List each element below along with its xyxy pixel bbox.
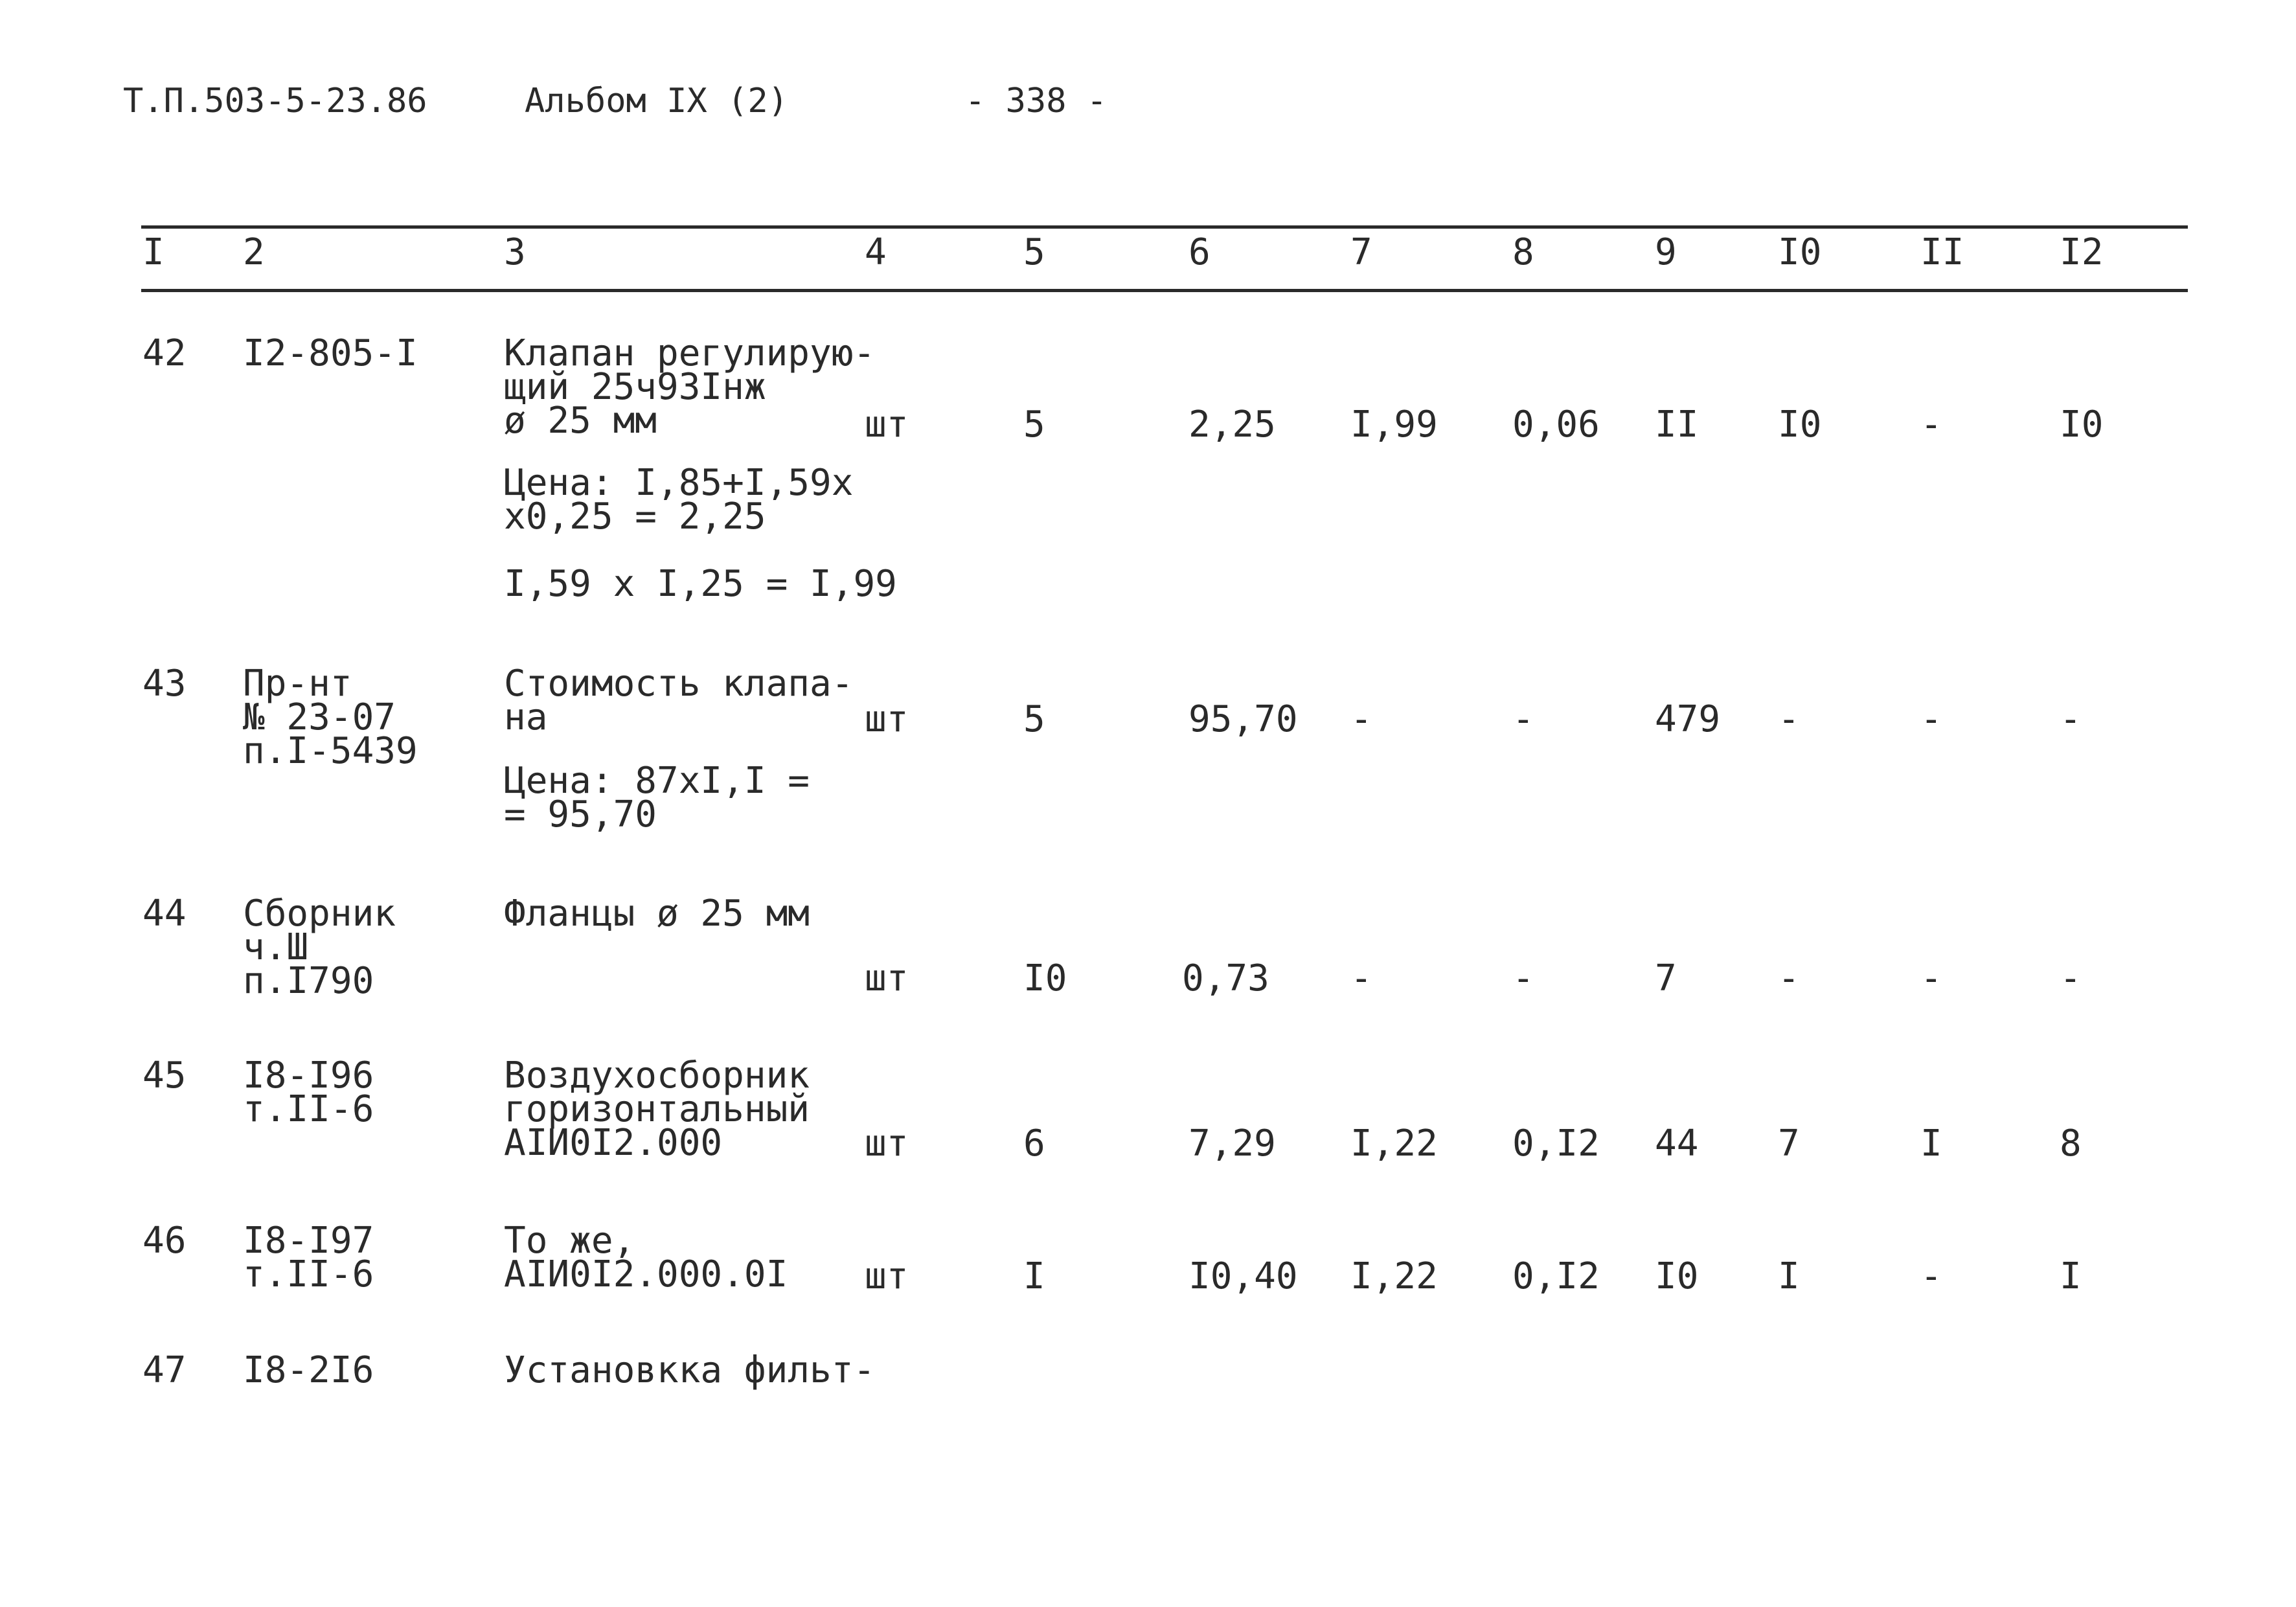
item-description: Установкка фильт- bbox=[504, 1349, 876, 1391]
column-header: I2 bbox=[2060, 231, 2104, 273]
cell-col8: 0,I2 bbox=[1512, 1123, 1600, 1165]
price-note: I,59 х I,25 = I,99 bbox=[504, 563, 897, 605]
cell-col11: - bbox=[1920, 698, 1942, 740]
cell-col5: 5 bbox=[1023, 698, 1045, 740]
item-description: Стоимость клапа- на bbox=[504, 663, 854, 738]
page-number: - 338 - bbox=[965, 82, 1108, 120]
column-header: 8 bbox=[1512, 231, 1534, 273]
cell-col10: 7 bbox=[1778, 1123, 1800, 1165]
cell-col12: - bbox=[2060, 957, 2082, 999]
item-description: Воздухосборник горизонтальный АIИ0I2.000 bbox=[504, 1054, 810, 1164]
row-number: 42 bbox=[142, 332, 187, 374]
column-header: 7 bbox=[1350, 231, 1372, 273]
unit: шт bbox=[865, 1123, 909, 1165]
album-label: Альбом IX (2) bbox=[525, 82, 788, 120]
column-header: 6 bbox=[1188, 231, 1211, 273]
reference-code: I8-2I6 bbox=[243, 1349, 374, 1391]
cell-col8: - bbox=[1512, 698, 1534, 740]
cell-col6: 0,73 bbox=[1182, 957, 1269, 999]
column-header: II bbox=[1920, 231, 1964, 273]
price-note: Цена: 87хI,I = = 95,70 bbox=[504, 760, 810, 836]
cell-col10: I bbox=[1778, 1255, 1800, 1297]
unit: шт bbox=[865, 957, 909, 999]
reference-code: I8-I96 т.II-6 bbox=[243, 1054, 374, 1130]
cell-col10: - bbox=[1778, 698, 1800, 740]
cell-col6: 2,25 bbox=[1188, 404, 1276, 446]
cell-col11: - bbox=[1920, 404, 1942, 446]
cell-col11: I bbox=[1920, 1123, 1942, 1165]
column-header: 2 bbox=[243, 231, 265, 273]
cell-col9: 7 bbox=[1655, 957, 1677, 999]
cell-col8: - bbox=[1512, 957, 1534, 999]
cell-col11: - bbox=[1920, 1255, 1942, 1297]
cell-col9: II bbox=[1655, 404, 1699, 446]
cell-col7: I,22 bbox=[1350, 1123, 1438, 1165]
cell-col9: 44 bbox=[1655, 1123, 1699, 1165]
cell-col12: I0 bbox=[2060, 404, 2104, 446]
column-header: 3 bbox=[504, 231, 526, 273]
reference-code: I8-I97 т.II-6 bbox=[243, 1220, 374, 1295]
column-header: I0 bbox=[1778, 231, 1822, 273]
cell-col10: - bbox=[1778, 957, 1800, 999]
unit: шт bbox=[865, 698, 909, 740]
cell-col11: - bbox=[1920, 957, 1942, 999]
item-description: То же, АIИ0I2.000.0I bbox=[504, 1220, 788, 1295]
row-number: 43 bbox=[142, 663, 187, 705]
cell-col6: I0,40 bbox=[1188, 1255, 1298, 1297]
column-header: 4 bbox=[865, 231, 887, 273]
column-header: 5 bbox=[1023, 231, 1045, 273]
document-code: Т.П.503-5-23.86 bbox=[123, 82, 427, 120]
row-number: 47 bbox=[142, 1349, 187, 1391]
price-note: Цена: I,85+I,59х х0,25 = 2,25 bbox=[504, 462, 854, 538]
row-number: 46 bbox=[142, 1220, 187, 1262]
reference-code: Пр-нт № 23-07 п.I-5439 bbox=[243, 663, 418, 772]
table-header-rule bbox=[141, 289, 2188, 292]
cell-col10: I0 bbox=[1778, 404, 1822, 446]
cell-col9: I0 bbox=[1655, 1255, 1699, 1297]
cell-col6: 95,70 bbox=[1188, 698, 1298, 740]
cell-col8: 0,I2 bbox=[1512, 1255, 1600, 1297]
cell-col9: 479 bbox=[1655, 698, 1721, 740]
cell-col5: I bbox=[1023, 1255, 1045, 1297]
unit: шт bbox=[865, 1255, 909, 1297]
cell-col12: 8 bbox=[2060, 1123, 2082, 1165]
cell-col7: I,99 bbox=[1350, 404, 1438, 446]
cell-col7: - bbox=[1350, 957, 1372, 999]
cell-col5: 5 bbox=[1023, 404, 1045, 446]
cell-col5: 6 bbox=[1023, 1123, 1045, 1165]
cell-col7: I,22 bbox=[1350, 1255, 1438, 1297]
reference-code: I2-805-I bbox=[243, 332, 418, 374]
cell-col8: 0,06 bbox=[1512, 404, 1600, 446]
unit: шт bbox=[865, 404, 909, 446]
table-top-rule bbox=[141, 225, 2188, 229]
item-description: Клапан регулирую- щий 25ч93Iнж ø 25 мм bbox=[504, 332, 876, 442]
row-number: 44 bbox=[142, 893, 187, 935]
reference-code: Сборник ч.Ш п.I790 bbox=[243, 893, 396, 1002]
item-description: Фланцы ø 25 мм bbox=[504, 893, 810, 935]
cell-col12: I bbox=[2060, 1255, 2082, 1297]
row-number: 45 bbox=[142, 1054, 187, 1097]
cell-col7: - bbox=[1350, 698, 1372, 740]
cell-col5: I0 bbox=[1023, 957, 1067, 999]
cell-col6: 7,29 bbox=[1188, 1123, 1276, 1165]
column-header: I bbox=[142, 231, 165, 273]
cell-col12: - bbox=[2060, 698, 2082, 740]
column-header: 9 bbox=[1655, 231, 1677, 273]
